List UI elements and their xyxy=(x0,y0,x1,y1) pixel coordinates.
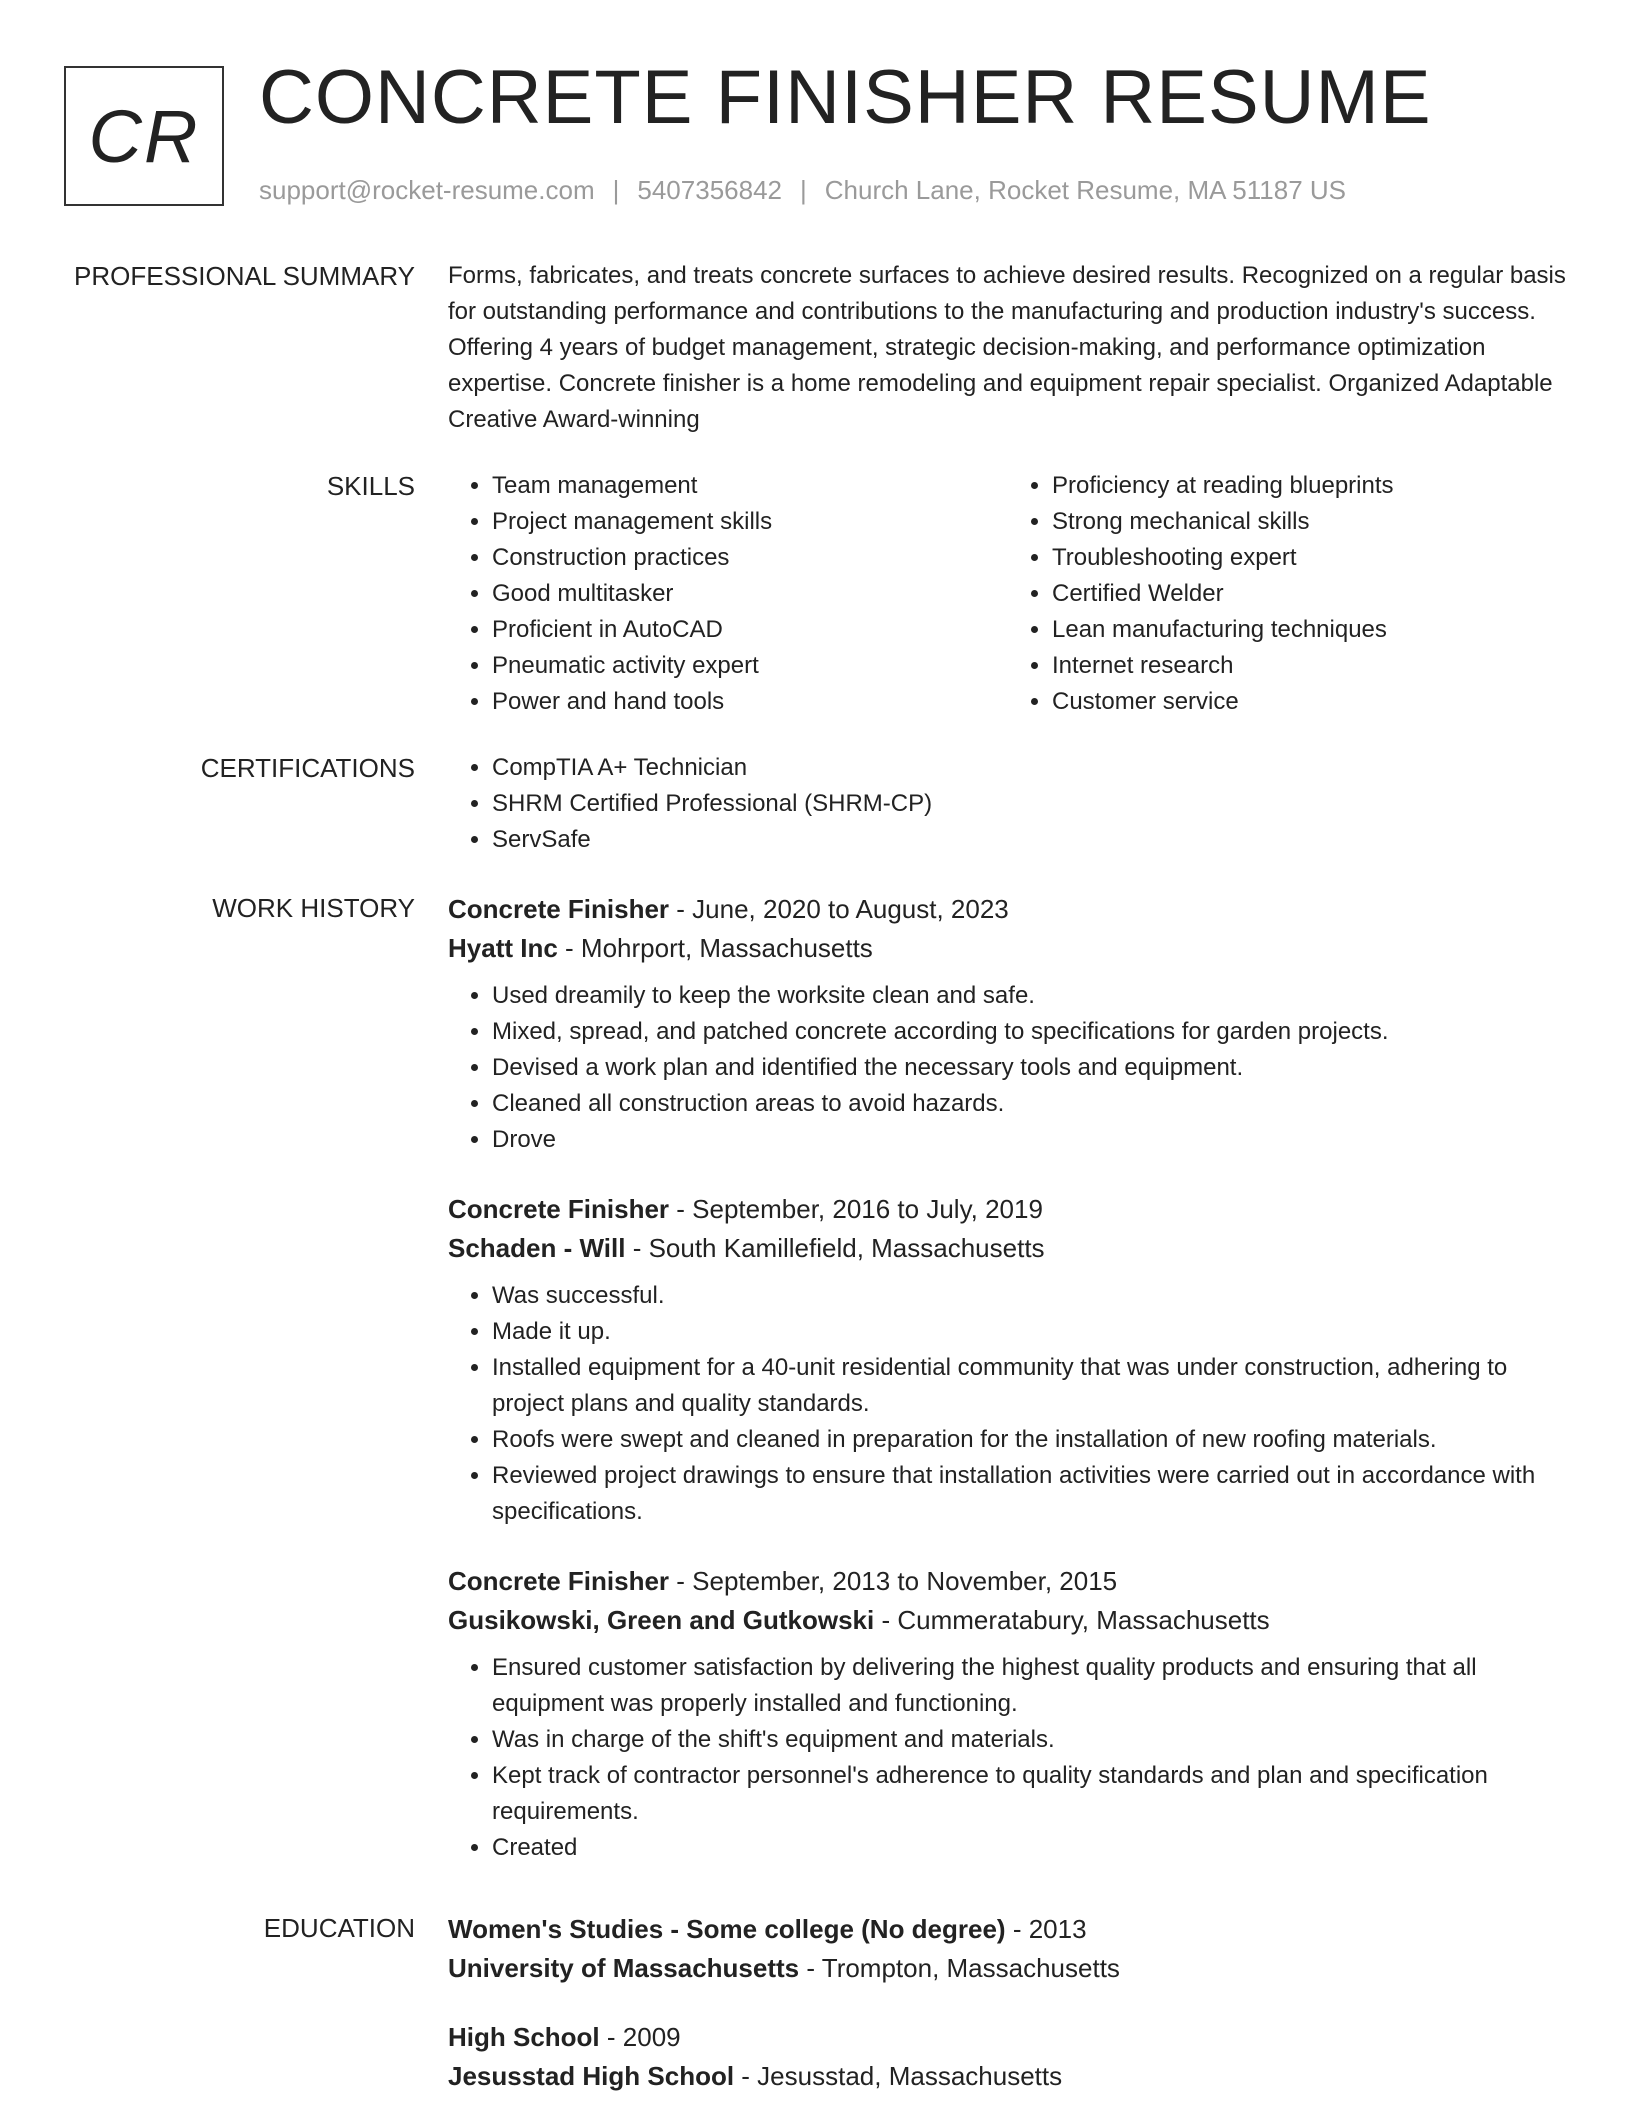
skill-item: • Troubleshooting expert xyxy=(1052,540,1568,576)
job-location: - Mohrport, Massachusetts xyxy=(557,933,873,963)
certifications-list xyxy=(448,750,1568,858)
skill-item: • Proficiency at reading blueprints xyxy=(1052,468,1568,504)
education-year: - 2013 xyxy=(1005,1914,1087,1944)
certification-item: • CompTIA A+ Technician xyxy=(492,750,1568,786)
education-degree-line xyxy=(448,2018,1568,2057)
skill-item: • Power and hand tools xyxy=(492,684,1008,720)
contact-separator: | xyxy=(612,175,620,205)
job-location: - Cummeratabury, Massachusetts xyxy=(874,1605,1270,1635)
job-title: Concrete Finisher xyxy=(448,1566,670,1596)
monogram-box xyxy=(64,66,224,206)
job-bullet: • Installed equipment for a 40-unit residential community that was under construction, adhering to project plans and quality standards. xyxy=(492,1350,1568,1422)
education-list xyxy=(448,1910,1568,2126)
education-school: University of Massachusetts xyxy=(448,1953,800,1983)
job-company: Hyatt Inc xyxy=(448,933,558,963)
education-entry xyxy=(448,2018,1568,2096)
resume-title: CONCRETE FINISHER RESUME xyxy=(259,55,1432,140)
education-degree: Women's Studies - Some college (No degree) xyxy=(448,1914,1006,1944)
education-school-line xyxy=(448,2057,1568,2096)
job-bullet: • Roofs were swept and cleaned in preparation for the installation of new roofing materials. xyxy=(492,1422,1568,1458)
skill-item: • Construction practices xyxy=(492,540,1008,576)
job-company-line xyxy=(448,1229,1568,1268)
job-title-line xyxy=(448,1190,1568,1229)
skill-item: • Pneumatic activity expert xyxy=(492,648,1008,684)
job-dates: - September, 2016 to July, 2019 xyxy=(669,1194,1043,1224)
job-bullet: • Was successful. xyxy=(492,1278,1568,1314)
education-degree: High School xyxy=(448,2022,600,2052)
contact-address: Church Lane, Rocket Resume, MA 51187 US xyxy=(824,175,1346,205)
job-title-line xyxy=(448,1562,1568,1601)
job-bullet: • Used dreamily to keep the worksite clean and safe. xyxy=(492,978,1568,1014)
job-bullet: • Drove xyxy=(492,1122,1568,1158)
job-company-line xyxy=(448,929,1568,968)
job-entry xyxy=(448,890,1568,1158)
certification-item: • SHRM Certified Professional (SHRM-CP) xyxy=(492,786,1568,822)
contact-email[interactable]: support@rocket-resume.com xyxy=(259,175,595,205)
job-company-line xyxy=(448,1601,1568,1640)
skill-item: • Lean manufacturing techniques xyxy=(1052,612,1568,648)
job-bullet: • Made it up. xyxy=(492,1314,1568,1350)
education-school: Jesusstad High School xyxy=(448,2061,735,2091)
skill-item: • Project management skills xyxy=(492,504,1008,540)
section-label-skills: SKILLS xyxy=(326,471,415,501)
job-bullet: • Ensured customer satisfaction by delivering the highest quality products and ensuring that all equipment was properly installed and functioning. xyxy=(492,1650,1568,1722)
skills-list-right xyxy=(1008,468,1568,720)
job-bullets xyxy=(448,978,1568,1158)
education-location: - Trompton, Massachusetts xyxy=(799,1953,1120,1983)
job-bullet: • Created xyxy=(492,1830,1568,1866)
section-label-summary: PROFESSIONAL SUMMARY xyxy=(74,261,415,291)
education-degree-line xyxy=(448,1910,1568,1949)
skill-item: • Customer service xyxy=(1052,684,1568,720)
job-company: Schaden - Will xyxy=(448,1233,626,1263)
skill-item: • Proficient in AutoCAD xyxy=(492,612,1008,648)
certification-item: • ServSafe xyxy=(492,822,1568,858)
skills-list-left xyxy=(448,468,1008,720)
monogram-text: CR xyxy=(88,94,200,178)
section-label-work-history: WORK HISTORY xyxy=(212,893,415,923)
job-bullets xyxy=(448,1278,1568,1530)
job-bullet: • Reviewed project drawings to ensure that installation activities were carried out in accordance with specifications. xyxy=(492,1458,1568,1530)
contact-phone[interactable]: 5407356842 xyxy=(637,175,782,205)
job-bullet: • Cleaned all construction areas to avoid hazards. xyxy=(492,1086,1568,1122)
job-bullet: • Kept track of contractor personnel's adherence to quality standards and plan and specification requirements. xyxy=(492,1758,1568,1830)
skills-columns xyxy=(448,468,1568,720)
job-title-line xyxy=(448,890,1568,929)
job-dates: - September, 2013 to November, 2015 xyxy=(669,1566,1118,1596)
jobs-list xyxy=(448,890,1568,1898)
education-location: - Jesusstad, Massachusetts xyxy=(734,2061,1063,2091)
job-title: Concrete Finisher xyxy=(448,894,670,924)
job-bullet: • Mixed, spread, and patched concrete according to specifications for garden projects. xyxy=(492,1014,1568,1050)
skill-item: • Internet research xyxy=(1052,648,1568,684)
job-dates: - June, 2020 to August, 2023 xyxy=(669,894,1009,924)
job-company: Gusikowski, Green and Gutkowski xyxy=(448,1605,875,1635)
job-bullets xyxy=(448,1650,1568,1866)
contact-separator: | xyxy=(800,175,807,205)
job-entry xyxy=(448,1562,1568,1866)
contact-line xyxy=(259,175,1346,206)
summary-text: Forms, fabricates, and treats concrete surfaces to achieve desired results. Recognized on a regular basis for outstanding performance and contributions to the manufacturing and production industry's success. Offering 4 years of budget management, strategic decision-making, and performance optimization expertise. Concrete finisher is a home remodeling and equipment repair specialist. Organized Adaptable Creative Award-winning xyxy=(448,262,1566,433)
skill-item: • Good multitasker xyxy=(492,576,1008,612)
job-title: Concrete Finisher xyxy=(448,1194,670,1224)
section-label-education: EDUCATION xyxy=(263,1913,415,1943)
education-year: - 2009 xyxy=(599,2022,681,2052)
skill-item: • Certified Welder xyxy=(1052,576,1568,612)
section-label-certifications: CERTIFICATIONS xyxy=(200,753,415,783)
job-entry xyxy=(448,1190,1568,1530)
job-bullet: • Was in charge of the shift's equipment and materials. xyxy=(492,1722,1568,1758)
skill-item: • Team management xyxy=(492,468,1008,504)
skill-item: • Strong mechanical skills xyxy=(1052,504,1568,540)
education-entry xyxy=(448,1910,1568,1988)
job-location: - South Kamillefield, Massachusetts xyxy=(625,1233,1045,1263)
education-school-line xyxy=(448,1949,1568,1988)
job-bullet: • Devised a work plan and identified the necessary tools and equipment. xyxy=(492,1050,1568,1086)
